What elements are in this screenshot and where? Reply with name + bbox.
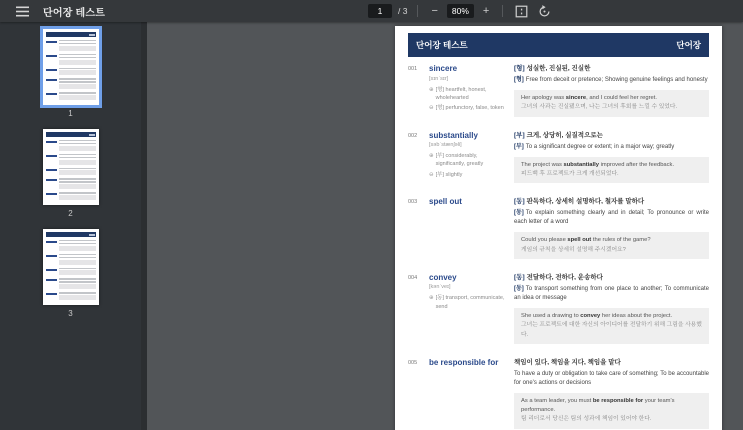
example-text-pre: The project was — [521, 161, 564, 168]
example-text-pre: Her apology was — [521, 95, 566, 102]
thumbnail-sidebar — [0, 22, 147, 430]
page-number-input[interactable] — [368, 4, 392, 18]
pos-tag-korean: [동] — [514, 273, 525, 281]
thumbnail-preview-row — [46, 254, 96, 265]
synonym-row — [429, 86, 506, 103]
example-text-post: her ideas about the project. — [600, 312, 673, 319]
vocab-entry — [408, 273, 709, 344]
synonym-text: [부] considerably, significantly, greatly — [435, 153, 484, 168]
vocab-entry — [408, 358, 709, 429]
entry-number: 003 — [408, 199, 418, 206]
viewer-canvas[interactable] — [147, 22, 743, 430]
thumbnail-preview-row — [46, 292, 96, 300]
meaning-korean — [514, 358, 709, 367]
entry-right-column — [514, 131, 709, 184]
example-text-pre: Could you please — [521, 237, 568, 244]
thumbnail-preview-row — [46, 92, 96, 100]
viewer-body — [0, 22, 743, 430]
entry-left-column — [408, 197, 514, 259]
synonym-plus-icon: ⊕ — [429, 153, 434, 160]
meaning-english — [514, 370, 709, 388]
thumbnail-preview-header — [46, 132, 96, 137]
thumbnail-page-number: 2 — [68, 209, 73, 218]
document-title: 단어장 테스트 — [43, 7, 106, 19]
fit-page-button[interactable] — [513, 3, 530, 20]
example-box — [514, 232, 709, 259]
doc-header-title: 단어장 테스트 — [416, 40, 468, 50]
example-text-post: your team's performance. — [521, 397, 675, 414]
doc-header-bar — [408, 33, 709, 57]
example-english — [521, 312, 702, 321]
rotate-button[interactable] — [536, 3, 553, 20]
example-korean: 게임의 규칙을 상세히 설명해 주시겠어요? — [521, 246, 626, 253]
page-thumbnail[interactable] — [43, 229, 99, 305]
toolbar-separator — [417, 5, 418, 17]
entry-right-column — [514, 358, 709, 429]
example-text-pre: She used a drawing to — [521, 312, 581, 319]
example-highlight-word: substantially — [563, 161, 599, 168]
example-korean: 그녀의 사과는 진실됐으며, 나는 그녀의 후회를 느낄 수 있었다. — [521, 104, 678, 111]
thumbnail-preview-row — [46, 168, 96, 176]
page-thumbnail[interactable] — [43, 129, 99, 205]
entry-number: 001 — [408, 66, 418, 72]
entry-left-column — [408, 131, 514, 184]
meaning-korean-text: 판독하다, 상세히 설명하다, 철자를 말하다 — [526, 198, 645, 206]
meaning-english-text: To explain something clearly and in detail; To pronounce or write each letter of a word — [514, 210, 709, 226]
entry-right-column — [514, 197, 709, 259]
pos-tag-english: [형] — [514, 77, 524, 84]
example-box — [514, 393, 709, 429]
pos-tag-korean: [동] — [514, 198, 525, 206]
example-text-post: improved after the feedback. — [598, 161, 675, 168]
entry-word: convey — [429, 272, 457, 282]
synonym-row — [429, 294, 506, 311]
pdf-page — [395, 26, 722, 430]
vocab-entry — [408, 64, 709, 117]
thumbnail-item[interactable] — [43, 129, 99, 229]
meaning-korean — [514, 197, 709, 206]
synonym-row — [429, 152, 506, 169]
synonym-plus-icon: ⊕ — [429, 86, 434, 93]
entry-pronunciation: [kənˈveɪ] — [429, 284, 451, 291]
entry-left-column — [408, 273, 514, 344]
entry-word-column — [429, 197, 462, 259]
entry-pronunciation: [sɪnˈsɪr] — [429, 75, 449, 82]
meaning-english-text: To transport something from one place to another; To communicate an idea or message — [514, 285, 709, 301]
thumbnail-preview-row — [46, 140, 96, 151]
toolbar-separator — [502, 5, 503, 17]
example-box — [514, 308, 709, 344]
doc-header-right-label: 단어장 — [676, 40, 701, 50]
thumbnail-preview-row — [46, 154, 96, 165]
thumbnail-preview-row — [46, 78, 96, 89]
example-box — [514, 157, 709, 184]
entry-pronunciation: [səbˈstænʃəli] — [429, 142, 462, 149]
example-highlight-word: sincere — [565, 95, 587, 102]
synonym-text: [형] heartfelt, honest, wholehearted — [435, 86, 487, 101]
thumbnail-preview-row — [46, 178, 96, 189]
vocab-entry — [408, 197, 709, 259]
thumbnail-page-number: 1 — [68, 109, 73, 118]
thumbnail-item[interactable] — [43, 229, 99, 329]
meaning-english-text: To a significant degree or extent; in a major way; greatly — [525, 143, 675, 150]
thumbnail-preview-row — [46, 268, 96, 276]
thumbnail-preview-row — [46, 68, 96, 76]
meaning-english-text: To have a duty or obligation to take care of something; To be accountable for one's actions or decisions — [514, 370, 709, 386]
entry-number: 002 — [408, 132, 418, 139]
example-english — [521, 161, 702, 170]
toolbar-left — [0, 4, 105, 19]
example-korean: 팀 리더로서 당신은 팀의 성과에 책임이 있어야 한다. — [521, 416, 652, 423]
example-english — [521, 236, 702, 245]
example-text-post: the rules of the game? — [591, 237, 651, 244]
entry-word: sincere — [429, 64, 458, 73]
thumbnail-preview-row — [46, 54, 96, 65]
entry-word-column — [429, 131, 506, 184]
fit-page-icon — [515, 5, 528, 18]
zoom-in-button[interactable]: + — [480, 5, 492, 18]
entry-right-column — [514, 273, 709, 344]
meaning-english — [514, 209, 709, 227]
zoom-out-button[interactable]: − — [428, 5, 440, 18]
entry-number: 004 — [408, 274, 418, 281]
antonym-row — [429, 104, 506, 112]
entry-left-column — [408, 64, 514, 117]
pos-tag-english: [동] — [514, 285, 524, 292]
meaning-korean — [514, 131, 709, 140]
meaning-korean — [514, 273, 709, 282]
meaning-korean-text: 크게, 상당히, 실질적으로는 — [526, 131, 603, 139]
vocab-entry — [408, 131, 709, 184]
sidebar-toggle-button[interactable] — [14, 4, 31, 19]
example-highlight-word: be responsible for — [592, 397, 644, 404]
viewer-toolbar — [0, 0, 743, 22]
thumbnail-preview-row — [46, 40, 96, 51]
entry-number: 005 — [408, 359, 418, 366]
thumbnail-list — [0, 22, 141, 329]
thumbnail-preview-header — [46, 32, 96, 37]
thumbnail-preview-row — [46, 192, 96, 200]
example-korean: 피드백 후 프로젝트가 크게 개선되었다. — [521, 170, 619, 177]
pos-tag-english: [동] — [514, 210, 524, 217]
pos-tag-english: [부] — [514, 143, 524, 150]
pos-tag-korean: [형] — [514, 65, 525, 72]
toolbar-controls — [368, 0, 553, 22]
example-english — [521, 397, 702, 416]
example-box — [514, 90, 709, 117]
thumbnail-page-number: 3 — [68, 309, 73, 318]
example-highlight-word: spell out — [567, 237, 592, 244]
page-total-label: / 3 — [398, 6, 408, 16]
example-english — [521, 94, 702, 103]
entry-word: be responsible for — [429, 357, 499, 367]
meaning-english — [514, 285, 709, 303]
antonym-minus-icon: ⊖ — [429, 171, 434, 178]
antonym-row — [429, 171, 506, 179]
pos-tag-korean: [부] — [514, 131, 525, 139]
antonym-text: [형] perfunctory, false, token — [435, 105, 504, 112]
entry-list — [408, 64, 709, 429]
meaning-korean-text: 전달하다, 전하다, 운송하다 — [526, 273, 603, 281]
entry-right-column — [514, 64, 709, 117]
example-text-pre: As a team leader, you must — [521, 397, 593, 404]
entry-word-column — [429, 358, 498, 429]
meaning-korean — [514, 64, 709, 73]
antonym-minus-icon: ⊖ — [429, 105, 434, 112]
antonym-text: [부] slightly — [435, 171, 463, 178]
entry-word-column — [429, 64, 506, 117]
meaning-korean-text: 책임이 있다, 책임을 지다, 책임을 맡다 — [514, 358, 621, 366]
entry-left-column — [408, 358, 514, 429]
thumbnail-item[interactable] — [43, 29, 99, 129]
entry-word-column — [429, 273, 506, 344]
hamburger-icon — [16, 6, 29, 17]
thumbnail-preview-row — [46, 278, 96, 289]
synonym-plus-icon: ⊕ — [429, 295, 434, 302]
meaning-english-text: Free from deceit or pretence; Showing genuine feelings and honesty — [525, 77, 708, 84]
entry-word: spell out — [429, 197, 462, 207]
entry-word: substantially — [429, 130, 478, 140]
thumbnail-preview-row — [46, 240, 96, 251]
zoom-level-display[interactable]: 80% — [447, 4, 474, 18]
page-thumbnail[interactable] — [43, 29, 99, 105]
meaning-english — [514, 143, 709, 152]
meaning-korean-text: 성실한, 진실된, 진실한 — [526, 65, 591, 72]
synonym-text: [동] transport, communicate, send — [435, 295, 505, 310]
meaning-english — [514, 76, 709, 85]
rotate-icon — [538, 5, 551, 18]
example-korean: 그녀는 프로젝트에 대한 자신의 아이디어를 전달하기 위해 그림을 사용했다. — [521, 322, 702, 338]
example-highlight-word: convey — [580, 312, 601, 319]
thumbnail-preview-header — [46, 232, 96, 237]
example-text-post: , and I could feel her regret. — [586, 95, 658, 102]
